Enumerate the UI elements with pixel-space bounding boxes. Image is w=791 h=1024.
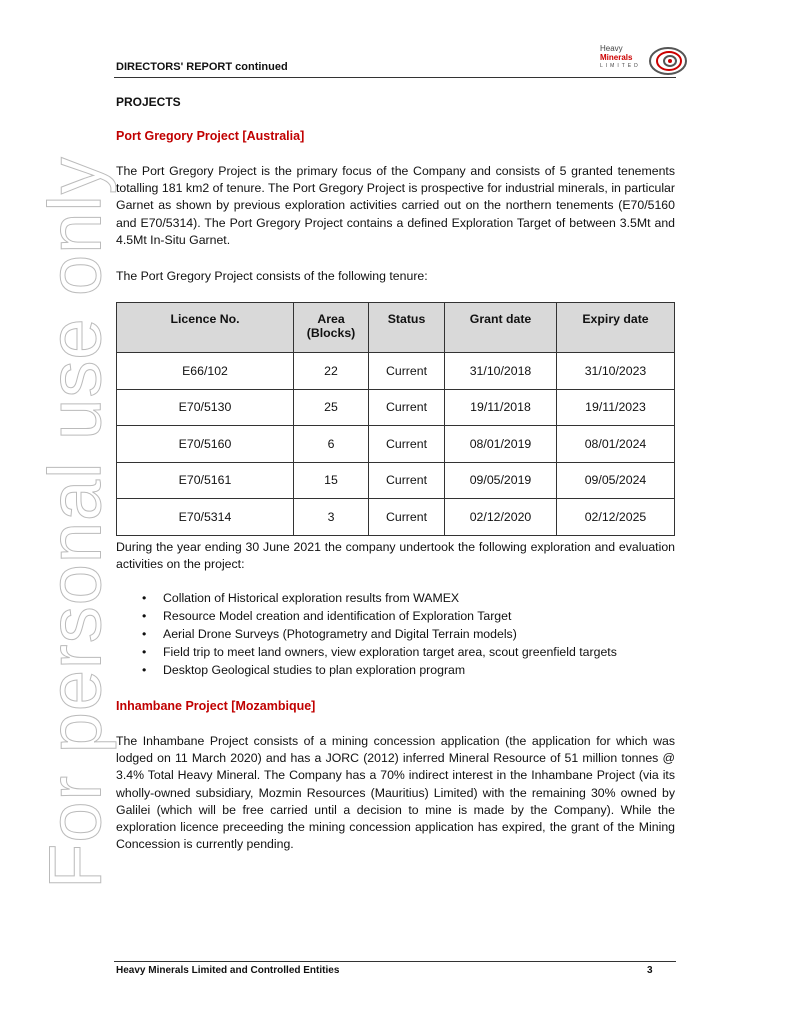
area-cell: 6 xyxy=(294,426,369,463)
table-row xyxy=(117,426,675,463)
expiry-date-cell: 08/01/2024 xyxy=(557,426,675,463)
watermark: For personal use only xyxy=(33,156,117,889)
grant-date-cell: 19/11/2018 xyxy=(445,389,557,426)
bullet-icon: • xyxy=(142,627,147,641)
list-item-text: Collation of Historical exploration results from WAMEX xyxy=(163,591,460,605)
bullet-icon: • xyxy=(142,609,147,623)
company-logo xyxy=(598,44,690,74)
inhambane-heading: Inhambane Project [Mozambique] xyxy=(116,699,316,713)
licence-cell: E70/5161 xyxy=(117,462,294,499)
area-cell: 3 xyxy=(294,499,369,536)
footer-divider xyxy=(114,961,676,962)
port-gregory-heading: Port Gregory Project [Australia] xyxy=(116,129,305,143)
activities-list xyxy=(116,591,617,681)
page-number: 3 xyxy=(647,965,653,976)
col-licence: Licence No. xyxy=(117,303,294,353)
list-item-text: Field trip to meet land owners, view exploration target area, scout greenfield targets xyxy=(163,645,617,659)
area-cell: 25 xyxy=(294,389,369,426)
status-cell: Current xyxy=(369,426,445,463)
status-cell: Current xyxy=(369,462,445,499)
status-cell: Current xyxy=(369,499,445,536)
status-cell: Current xyxy=(369,389,445,426)
col-grant-date: Grant date xyxy=(445,303,557,353)
list-item xyxy=(116,663,617,681)
logo-line3: LIMITED xyxy=(600,63,641,69)
spiral-logo-icon xyxy=(648,46,688,76)
tenure-table xyxy=(116,302,675,536)
list-item-text: Resource Model creation and identification of Exploration Target xyxy=(163,609,512,623)
logo-line1: Heavy xyxy=(600,44,623,53)
footer-text: Heavy Minerals Limited and Controlled Entities xyxy=(116,965,340,976)
licence-cell: E66/102 xyxy=(117,353,294,390)
list-item-text: Desktop Geological studies to plan exploration program xyxy=(163,663,466,677)
table-row xyxy=(117,389,675,426)
list-item xyxy=(116,591,617,609)
area-cell: 15 xyxy=(294,462,369,499)
port-gregory-intro: The Port Gregory Project is the primary focus of the Company and consists of 5 granted tenements totalling 181 km2 of tenure. The Port Gregory Project is prospective for industrial minerals, in particular Garnet as shown by previous exploration activities carried out on the northern tenements (E70/5160 and E70/5314). The Port Gregory Project contains a defined Exploration Target of between 3.5Mt and 4.5Mt In-Situ Garnet. xyxy=(116,164,675,247)
tenure-intro: The Port Gregory Project consists of the following tenure: xyxy=(116,269,428,283)
expiry-date-cell: 09/05/2024 xyxy=(557,462,675,499)
col-status: Status xyxy=(369,303,445,353)
col-area: Area (Blocks) xyxy=(294,303,369,353)
grant-date-cell: 02/12/2020 xyxy=(445,499,557,536)
status-cell: Current xyxy=(369,353,445,390)
area-cell: 22 xyxy=(294,353,369,390)
table-row xyxy=(117,353,675,390)
expiry-date-cell: 02/12/2025 xyxy=(557,499,675,536)
section-title: PROJECTS xyxy=(116,95,181,109)
licence-cell: E70/5130 xyxy=(117,389,294,426)
licence-cell: E70/5314 xyxy=(117,499,294,536)
expiry-date-cell: 19/11/2023 xyxy=(557,389,675,426)
inhambane-text: The Inhambane Project consists of a mining concession application (the application for which was lodged on 11 March 2020) and has a JORC (2012) inferred Mineral Resource of 51 million tonnes @ 3.4% Total Heavy Mineral. The Company has a 70% indirect interest in the Inhambane Project (via its wholly-owned subsidiary, Mozmin Resources (Mauritius) Limited) with the remaining 30% owned by Galilei (which will be free carried until a decision to mine is made by the Company). While the exploration licence preceeding the mining concession application has expired, the grant of the Mining Concession is currently pending. xyxy=(116,734,675,852)
bullet-icon: • xyxy=(142,645,147,659)
table-row xyxy=(117,462,675,499)
bullet-icon: • xyxy=(142,663,147,677)
grant-date-cell: 09/05/2019 xyxy=(445,462,557,499)
header-divider xyxy=(114,77,676,78)
list-item xyxy=(116,645,617,663)
expiry-date-cell: 31/10/2023 xyxy=(557,353,675,390)
grant-date-cell: 08/01/2019 xyxy=(445,426,557,463)
list-item-text: Aerial Drone Surveys (Photogrametry and Digital Terrain models) xyxy=(163,627,517,641)
table-row xyxy=(117,499,675,536)
header-title: DIRECTORS' REPORT continued xyxy=(116,61,288,73)
list-item xyxy=(116,627,617,645)
list-item xyxy=(116,609,617,627)
grant-date-cell: 31/10/2018 xyxy=(445,353,557,390)
logo-line2: Minerals xyxy=(600,53,633,62)
col-expiry-date: Expiry date xyxy=(557,303,675,353)
licence-cell: E70/5160 xyxy=(117,426,294,463)
bullet-icon: • xyxy=(142,591,147,605)
table-header-row xyxy=(117,303,675,353)
activities-intro: During the year ending 30 June 2021 the company undertook the following exploration and evaluation activities on the project: xyxy=(116,540,675,572)
